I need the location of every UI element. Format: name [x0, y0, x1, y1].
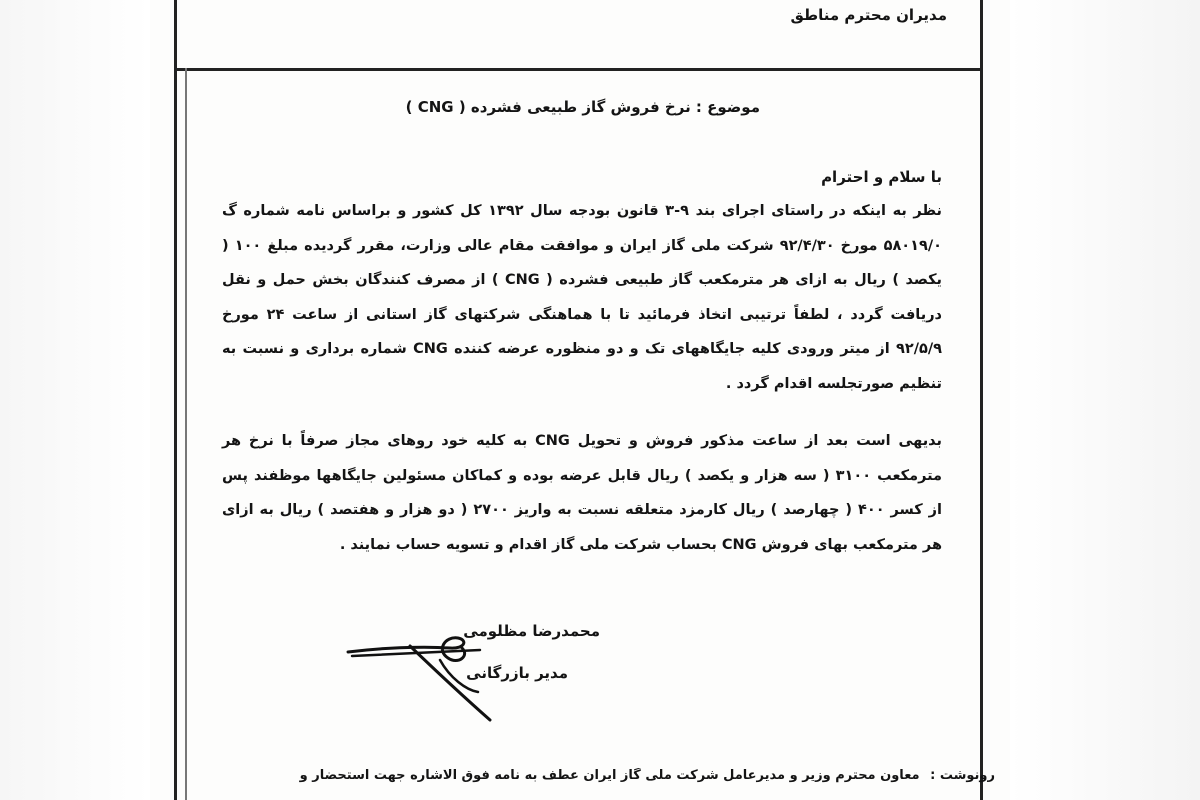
letter-greeting: با سلام و احترام — [821, 168, 942, 186]
frame-border-top — [174, 68, 983, 71]
signer-name: محمدرضا مظلومی — [463, 622, 600, 640]
frame-border-right — [980, 0, 983, 800]
frame-border-left — [174, 0, 177, 800]
letter-recipient: مدیران محترم مناطق — [790, 6, 947, 24]
signer-title: مدیر بازرگانی — [466, 664, 568, 682]
handwritten-signature — [340, 630, 530, 725]
scan-margin-right — [1010, 0, 1200, 800]
letter-paragraph-1: نظر به اینکه در راستای اجرای بند ۹-۳ قانون بودجه سال ۱۳۹۲ کل کشور و براساس نامه شماره گ ۵۸۰۱۹/۰ مورخ ۹۲/۴/۳۰ شرکت ملی گاز ایران و موافقت مقام عالی وزارت، مقرر گردیده مبلغ ۱۰۰ ( یکصد ) ریال به ازای هر مترمکعب گاز طبیعی فشرده ( CNG ) از مصرف کنندگان بخش حمل و نقل دریافت گردد ، لطفاً ترتیبی اتخاذ فرمائید تا با هماهنگی شرکتهای گاز استانی از ساعت ۲۴ مورخ ۹۲/۵/۹ از میتر ورودی کلیه جایگاههای تک و دو منظوره عرضه کننده CNG شماره برداری و نسبت به تنظیم صورتجلسه اقدام گردد . — [222, 203, 943, 392]
letter-paragraph-2: بدیهی است بعد از ساعت مذکور فروش و تحویل CNG به کلیه خود روهای مجاز صرفاً با نرخ هر مترمکعب ۳۱۰۰ ( سه هزار و یکصد ) ریال قابل عرضه بوده و کماکان مسئولین جایگاهها موظفند پس از کسر ۴۰۰ ( چهارصد ) ریال کارمزد متعلقه نسبت به واریز ۲۷۰۰ ( دو هزار و هفتصد ) ریال به ازای هر مترمکعب بهای فروش CNG بحساب شرکت ملی گاز اقدام و تسویه حساب نمایند . — [222, 433, 942, 553]
carbon-copy-line — [215, 768, 995, 783]
cc-label: رونوشت : — [930, 768, 995, 783]
cc-text: معاون محترم وزیر و مدیرعامل شرکت ملی گاز ایران عطف به نامه فوق الاشاره جهت استحضار و — [299, 768, 920, 783]
scan-margin-left — [0, 0, 150, 800]
letter-subject: موضوع : نرخ فروش گاز طبیعی فشرده ( CNG ) — [405, 98, 760, 116]
frame-inner-rule — [185, 68, 187, 800]
